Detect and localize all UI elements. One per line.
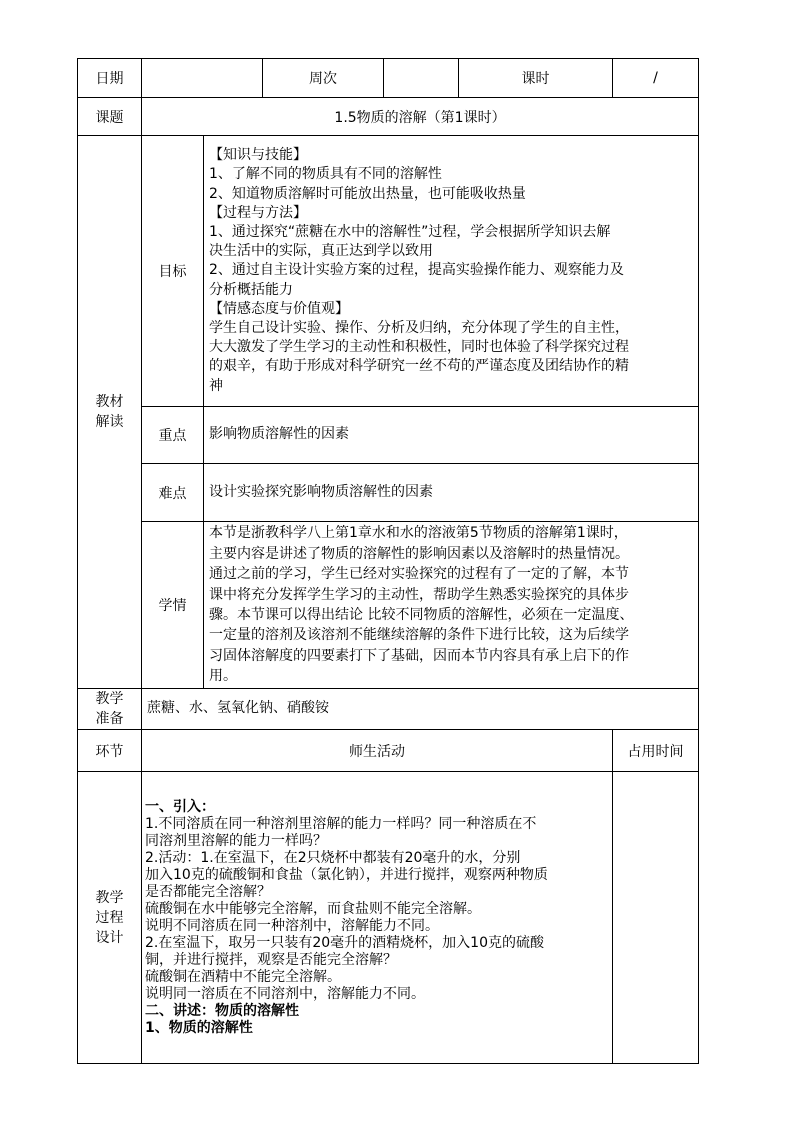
- text-line: 主要内容是讲述了物质的溶解性的影响因素以及溶解时的热量情况。: [209, 545, 629, 562]
- text-line: 教学: [95, 889, 124, 906]
- header-row: [78, 59, 699, 98]
- text-line: 硫酸铜在酒精中不能完全溶解。: [145, 968, 341, 985]
- text-line: 通过之前的学习，学生已经对实验探究的过程有了一定的了解，本节: [209, 566, 629, 583]
- design-time-cell: [613, 772, 699, 1064]
- period-value: /: [613, 59, 699, 98]
- key-point-text: 影响物质溶解性的因素: [204, 407, 699, 464]
- text-line: 神: [209, 377, 223, 394]
- text-line: 2、知道物质溶解时可能放出热量，也可能吸收热量: [209, 185, 526, 202]
- text-line: 2.活动：1.在室温下，在2只烧杯中都装有20毫升的水，分别: [145, 849, 521, 866]
- date-value-cell: [142, 59, 263, 98]
- text-line: 课中将充分发挥学生学习的主动性，帮助学生熟悉实验探究的具体步: [209, 586, 629, 603]
- text-line: 一定量的溶剂及该溶剂不能继续溶解的条件下进行比较，这为后续学: [209, 627, 629, 644]
- text-line: 大大激发了学生学习的主动性和积极性，同时也体验了科学探究过程: [209, 339, 629, 356]
- text-line: 教学: [95, 691, 124, 707]
- text-line: 1、通过探究“蔗糖在水中的溶解性”过程，学会根据所学知识去解: [209, 223, 611, 240]
- text-line: 二、讲述：物质的溶解性: [145, 1002, 299, 1019]
- learners-label: 学情: [142, 522, 204, 689]
- preparation-row: [78, 689, 699, 730]
- objectives-row: [78, 136, 699, 407]
- time-header: 占用时间: [613, 730, 699, 772]
- design-text: [142, 772, 613, 1064]
- activity-header: 师生活动: [142, 730, 613, 772]
- design-label: [78, 772, 142, 1064]
- text-line: 的艰辛，有助于形成对科学研究一丝不苟的严谨态度及团结协作的精: [209, 358, 629, 375]
- text-line: 用。: [209, 668, 237, 685]
- learners-row: [78, 522, 699, 689]
- text-line: 学生自己设计实验、操作、分析及归纳，充分体现了学生的自主性，: [209, 320, 629, 336]
- difficulty-text: 设计实验探究影响物质溶解性的因素: [204, 464, 699, 522]
- design-row: [78, 772, 699, 1064]
- text-line: 2、通过自主设计实验方案的过程，提高实验操作能力、观察能力及: [209, 262, 624, 279]
- text-line: 加入10克的硫酸铜和食盐（氯化钠），并进行搅拌，观察两种物质: [145, 866, 548, 883]
- key-point-row: [78, 407, 699, 464]
- process-header-row: [78, 730, 699, 772]
- analysis-label: [78, 136, 142, 689]
- text-line: 1.不同溶质在同一种溶剂里溶解的能力一样吗？同一种溶质在不: [145, 815, 537, 832]
- text-line: 铜，并进行搅拌，观察是否能完全溶解？: [145, 951, 397, 968]
- text-line: 【情感态度与价值观】: [209, 300, 349, 317]
- week-label: 周次: [263, 59, 384, 98]
- objectives-label: 目标: [142, 136, 204, 407]
- text-line: 准备: [95, 711, 124, 727]
- text-line: 本节是浙教科学八上第1章水和水的溶液第5节物质的溶解第1课时，: [209, 525, 628, 542]
- objectives-text: [204, 136, 699, 407]
- learners-text: [204, 522, 699, 689]
- text-line: 设计: [95, 929, 124, 946]
- topic-value: 1.5物质的溶解（第1课时）: [142, 98, 699, 136]
- text-line: 说明同一溶质在不同溶剂中，溶解能力不同。: [145, 985, 425, 1002]
- text-line: 是否都能完全溶解？: [145, 883, 271, 900]
- difficulty-label: 难点: [142, 464, 204, 522]
- text-line: 1、物质的溶解性: [145, 1019, 253, 1036]
- text-line: 2.在室温下，取另一只装有20毫升的酒精烧杯，加入10克的硫酸: [145, 934, 544, 951]
- stage-header: 环节: [78, 730, 142, 772]
- text-line: 说明不同溶质在同一种溶剂中，溶解能力不同。: [145, 917, 439, 934]
- text-line: 习固体溶解度的四要素打下了基础，因而本节内容具有承上启下的作: [209, 647, 629, 664]
- text-line: 一、引入：: [145, 798, 215, 815]
- topic-row: [78, 98, 699, 136]
- text-line: 同溶剂里溶解的能力一样吗？: [145, 832, 327, 849]
- date-label: 日期: [78, 59, 142, 98]
- preparation-label: [78, 689, 142, 730]
- period-label: 课时: [459, 59, 613, 98]
- topic-label: 课题: [78, 98, 142, 136]
- key-point-label: 重点: [142, 407, 204, 464]
- text-line: 【知识与技能】: [209, 147, 307, 164]
- text-line: 【过程与方法】: [209, 204, 307, 221]
- text-line: 硫酸铜在水中能够完全溶解，而食盐则不能完全溶解。: [145, 900, 481, 917]
- text-line: 1、了解不同的物质具有不同的溶解性: [209, 166, 442, 183]
- preparation-text: 蔗糖、水、氢氧化钠、硝酸铵: [142, 689, 699, 730]
- analysis-label-text: 教材解读: [95, 394, 124, 430]
- text-line: 分析概括能力: [209, 281, 293, 298]
- week-value-cell: [384, 59, 459, 98]
- text-line: 骤。本节课可以得出结论 比较不同物质的溶解性，必须在一定温度、: [209, 607, 634, 623]
- lesson-plan-table: [77, 58, 699, 1064]
- difficulty-row: [78, 464, 699, 522]
- text-line: 决生活中的实际，真正达到学以致用: [209, 243, 433, 260]
- text-line: 过程: [95, 909, 124, 926]
